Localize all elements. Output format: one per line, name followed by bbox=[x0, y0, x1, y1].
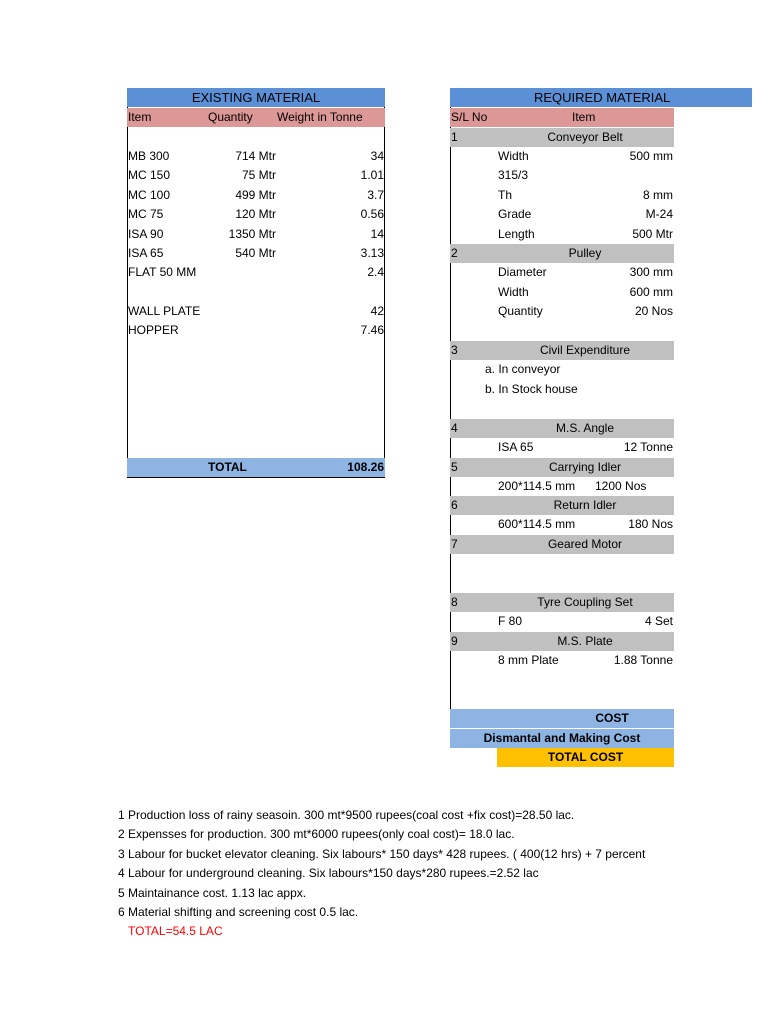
section-name: M.S. Angle bbox=[555, 421, 615, 435]
detail-label: b. In Stock house bbox=[485, 382, 578, 396]
existing-header-row bbox=[127, 108, 385, 127]
section-row-conveyor-belt bbox=[450, 128, 674, 147]
dismantal-cost-row bbox=[450, 729, 674, 748]
section-name: Return Idler bbox=[553, 498, 617, 512]
section-number: 4 bbox=[451, 421, 458, 435]
note-number: 3 bbox=[118, 847, 125, 861]
section-number: 9 bbox=[451, 634, 458, 648]
detail-label: Quantity bbox=[498, 304, 543, 318]
note-text: Maintainance cost. 1.13 lac appx. bbox=[128, 886, 307, 900]
existing-item: MB 300 bbox=[128, 149, 170, 163]
section-name: Geared Motor bbox=[547, 537, 623, 551]
total-cost-row bbox=[497, 748, 674, 767]
existing-qty: 120 Mtr bbox=[235, 207, 276, 221]
note-text: Labour for bucket elevator cleaning. Six labours* 150 days* 428 rupees. ( 400(12 hrs) + 7 percent bbox=[128, 847, 646, 861]
detail-label: Length bbox=[498, 227, 535, 241]
existing-weight: 7.46 bbox=[360, 323, 384, 337]
section-row-carrying-idler bbox=[450, 458, 674, 477]
section-number: 6 bbox=[451, 498, 458, 512]
existing-item: HOPPER bbox=[128, 323, 179, 337]
detail-value: 500 mm bbox=[629, 149, 673, 163]
note-text: Expensses for production. 300 mt*6000 rupees(only coal cost)= 18.0 lac. bbox=[128, 827, 515, 841]
existing-header-item: Item bbox=[128, 110, 152, 124]
existing-weight: 3.13 bbox=[360, 246, 384, 260]
existing-item: MC 75 bbox=[128, 207, 164, 221]
existing-total-row bbox=[127, 458, 385, 477]
section-name: Civil Expenditure bbox=[539, 343, 631, 357]
note-number: 1 bbox=[118, 808, 125, 822]
existing-total-label: TOTAL bbox=[208, 460, 247, 474]
detail-value: 4 Set bbox=[644, 614, 673, 628]
existing-weight: 2.4 bbox=[367, 265, 384, 279]
detail-value: 12 Tonne bbox=[623, 440, 673, 454]
section-row-ms-angle bbox=[450, 419, 674, 438]
detail-label: 200*114.5 mm bbox=[498, 479, 576, 493]
existing-qty: 714 Mtr bbox=[235, 149, 276, 163]
detail-value: 300 mm bbox=[629, 265, 673, 279]
grand-total: TOTAL=54.5 LAC bbox=[128, 924, 223, 938]
detail-label: Width bbox=[498, 285, 529, 299]
section-number: 5 bbox=[451, 460, 458, 474]
section-number: 2 bbox=[451, 246, 458, 260]
existing-item: ISA 90 bbox=[128, 227, 164, 241]
section-row-return-idler bbox=[450, 496, 674, 515]
detail-value: 600 mm bbox=[629, 285, 673, 299]
section-name: Pulley bbox=[568, 246, 602, 260]
existing-item: ISA 65 bbox=[128, 246, 164, 260]
detail-value: 180 Nos bbox=[628, 517, 673, 531]
note-number: 4 bbox=[118, 866, 125, 880]
detail-label: Diameter bbox=[498, 265, 547, 279]
existing-qty: 499 Mtr bbox=[235, 188, 276, 202]
detail-value: 20 Nos bbox=[634, 304, 673, 318]
note-text: Labour for underground cleaning. Six labours*150 days*280 rupees.=2.52 lac bbox=[128, 866, 539, 880]
note-number: 5 bbox=[118, 886, 125, 900]
section-name: Carrying Idler bbox=[548, 460, 622, 474]
section-name: M.S. Plate bbox=[557, 634, 613, 648]
existing-total-value: 108.26 bbox=[347, 460, 384, 474]
note-number: 2 bbox=[118, 827, 125, 841]
section-row-geared-motor bbox=[450, 535, 674, 554]
total-cost-label: TOTAL COST bbox=[547, 750, 624, 764]
section-number: 8 bbox=[451, 595, 458, 609]
section-number: 7 bbox=[451, 537, 458, 551]
existing-weight: 42 bbox=[370, 304, 384, 318]
detail-label: ISA 65 bbox=[498, 440, 534, 454]
note-text: Material shifting and screening cost 0.5 lac. bbox=[128, 905, 359, 919]
note-line bbox=[118, 864, 539, 883]
detail-value: 1200 Nos bbox=[595, 479, 647, 493]
required-header-sl: S/L No bbox=[451, 110, 488, 124]
existing-title: EXISTING MATERIAL bbox=[191, 90, 321, 105]
detail-label: a. In conveyor bbox=[485, 362, 561, 376]
existing-item: WALL PLATE bbox=[128, 304, 201, 318]
note-line bbox=[118, 806, 574, 825]
detail-value: 8 mm bbox=[643, 188, 673, 202]
required-title-bar bbox=[450, 88, 752, 107]
cost-label: COST bbox=[595, 711, 629, 725]
section-row-tyre-coupling-set bbox=[450, 593, 674, 612]
existing-qty: 540 Mtr bbox=[235, 246, 276, 260]
detail-label: Th bbox=[498, 188, 513, 202]
note-line bbox=[118, 884, 306, 903]
section-row-ms-plate bbox=[450, 632, 674, 651]
existing-weight: 14 bbox=[370, 227, 384, 241]
existing-item: FLAT 50 MM bbox=[128, 265, 197, 279]
section-row-pulley bbox=[450, 244, 674, 263]
detail-label: 315/3 bbox=[498, 168, 529, 182]
section-number: 3 bbox=[451, 343, 458, 357]
section-name: Conveyor Belt bbox=[547, 130, 623, 144]
detail-label: F 80 bbox=[498, 614, 523, 628]
existing-weight: 34 bbox=[370, 149, 384, 163]
section-number: 1 bbox=[451, 130, 458, 144]
existing-title-bar bbox=[127, 88, 385, 107]
detail-value: 500 Mtr bbox=[632, 227, 673, 241]
cost-row bbox=[450, 709, 674, 728]
note-text: Production loss of rainy seasoin. 300 mt*9500 rupees(coal cost +fix cost)=28.50 lac. bbox=[128, 808, 575, 822]
detail-value: 1.88 Tonne bbox=[613, 653, 673, 667]
note-line bbox=[118, 903, 358, 922]
detail-label: 8 mm Plate bbox=[498, 653, 559, 667]
detail-label: Width bbox=[498, 149, 529, 163]
existing-qty: 1350 Mtr bbox=[228, 227, 276, 241]
note-line bbox=[118, 825, 515, 844]
existing-weight: 3.7 bbox=[367, 188, 384, 202]
existing-header-quantity: Quantity bbox=[208, 110, 253, 124]
existing-weight: 1.01 bbox=[360, 168, 384, 182]
existing-header-weight: Weight in Tonne bbox=[277, 110, 363, 124]
section-row-civil-expenditure bbox=[450, 341, 674, 360]
note-number: 6 bbox=[118, 905, 125, 919]
section-name: Tyre Coupling Set bbox=[537, 595, 633, 609]
existing-item: MC 150 bbox=[128, 168, 171, 182]
dismantal-cost-label: Dismantal and Making Cost bbox=[483, 731, 641, 745]
note-line bbox=[118, 845, 645, 864]
required-title: REQUIRED MATERIAL bbox=[534, 90, 671, 105]
required-header-item: Item bbox=[572, 110, 596, 124]
detail-value: M-24 bbox=[645, 207, 673, 221]
detail-label: 600*114.5 mm bbox=[498, 517, 576, 531]
detail-label: Grade bbox=[498, 207, 532, 221]
existing-weight: 0.56 bbox=[360, 207, 384, 221]
existing-qty: 75 Mtr bbox=[241, 168, 276, 182]
existing-item: MC 100 bbox=[128, 188, 171, 202]
required-header-row bbox=[450, 108, 674, 127]
